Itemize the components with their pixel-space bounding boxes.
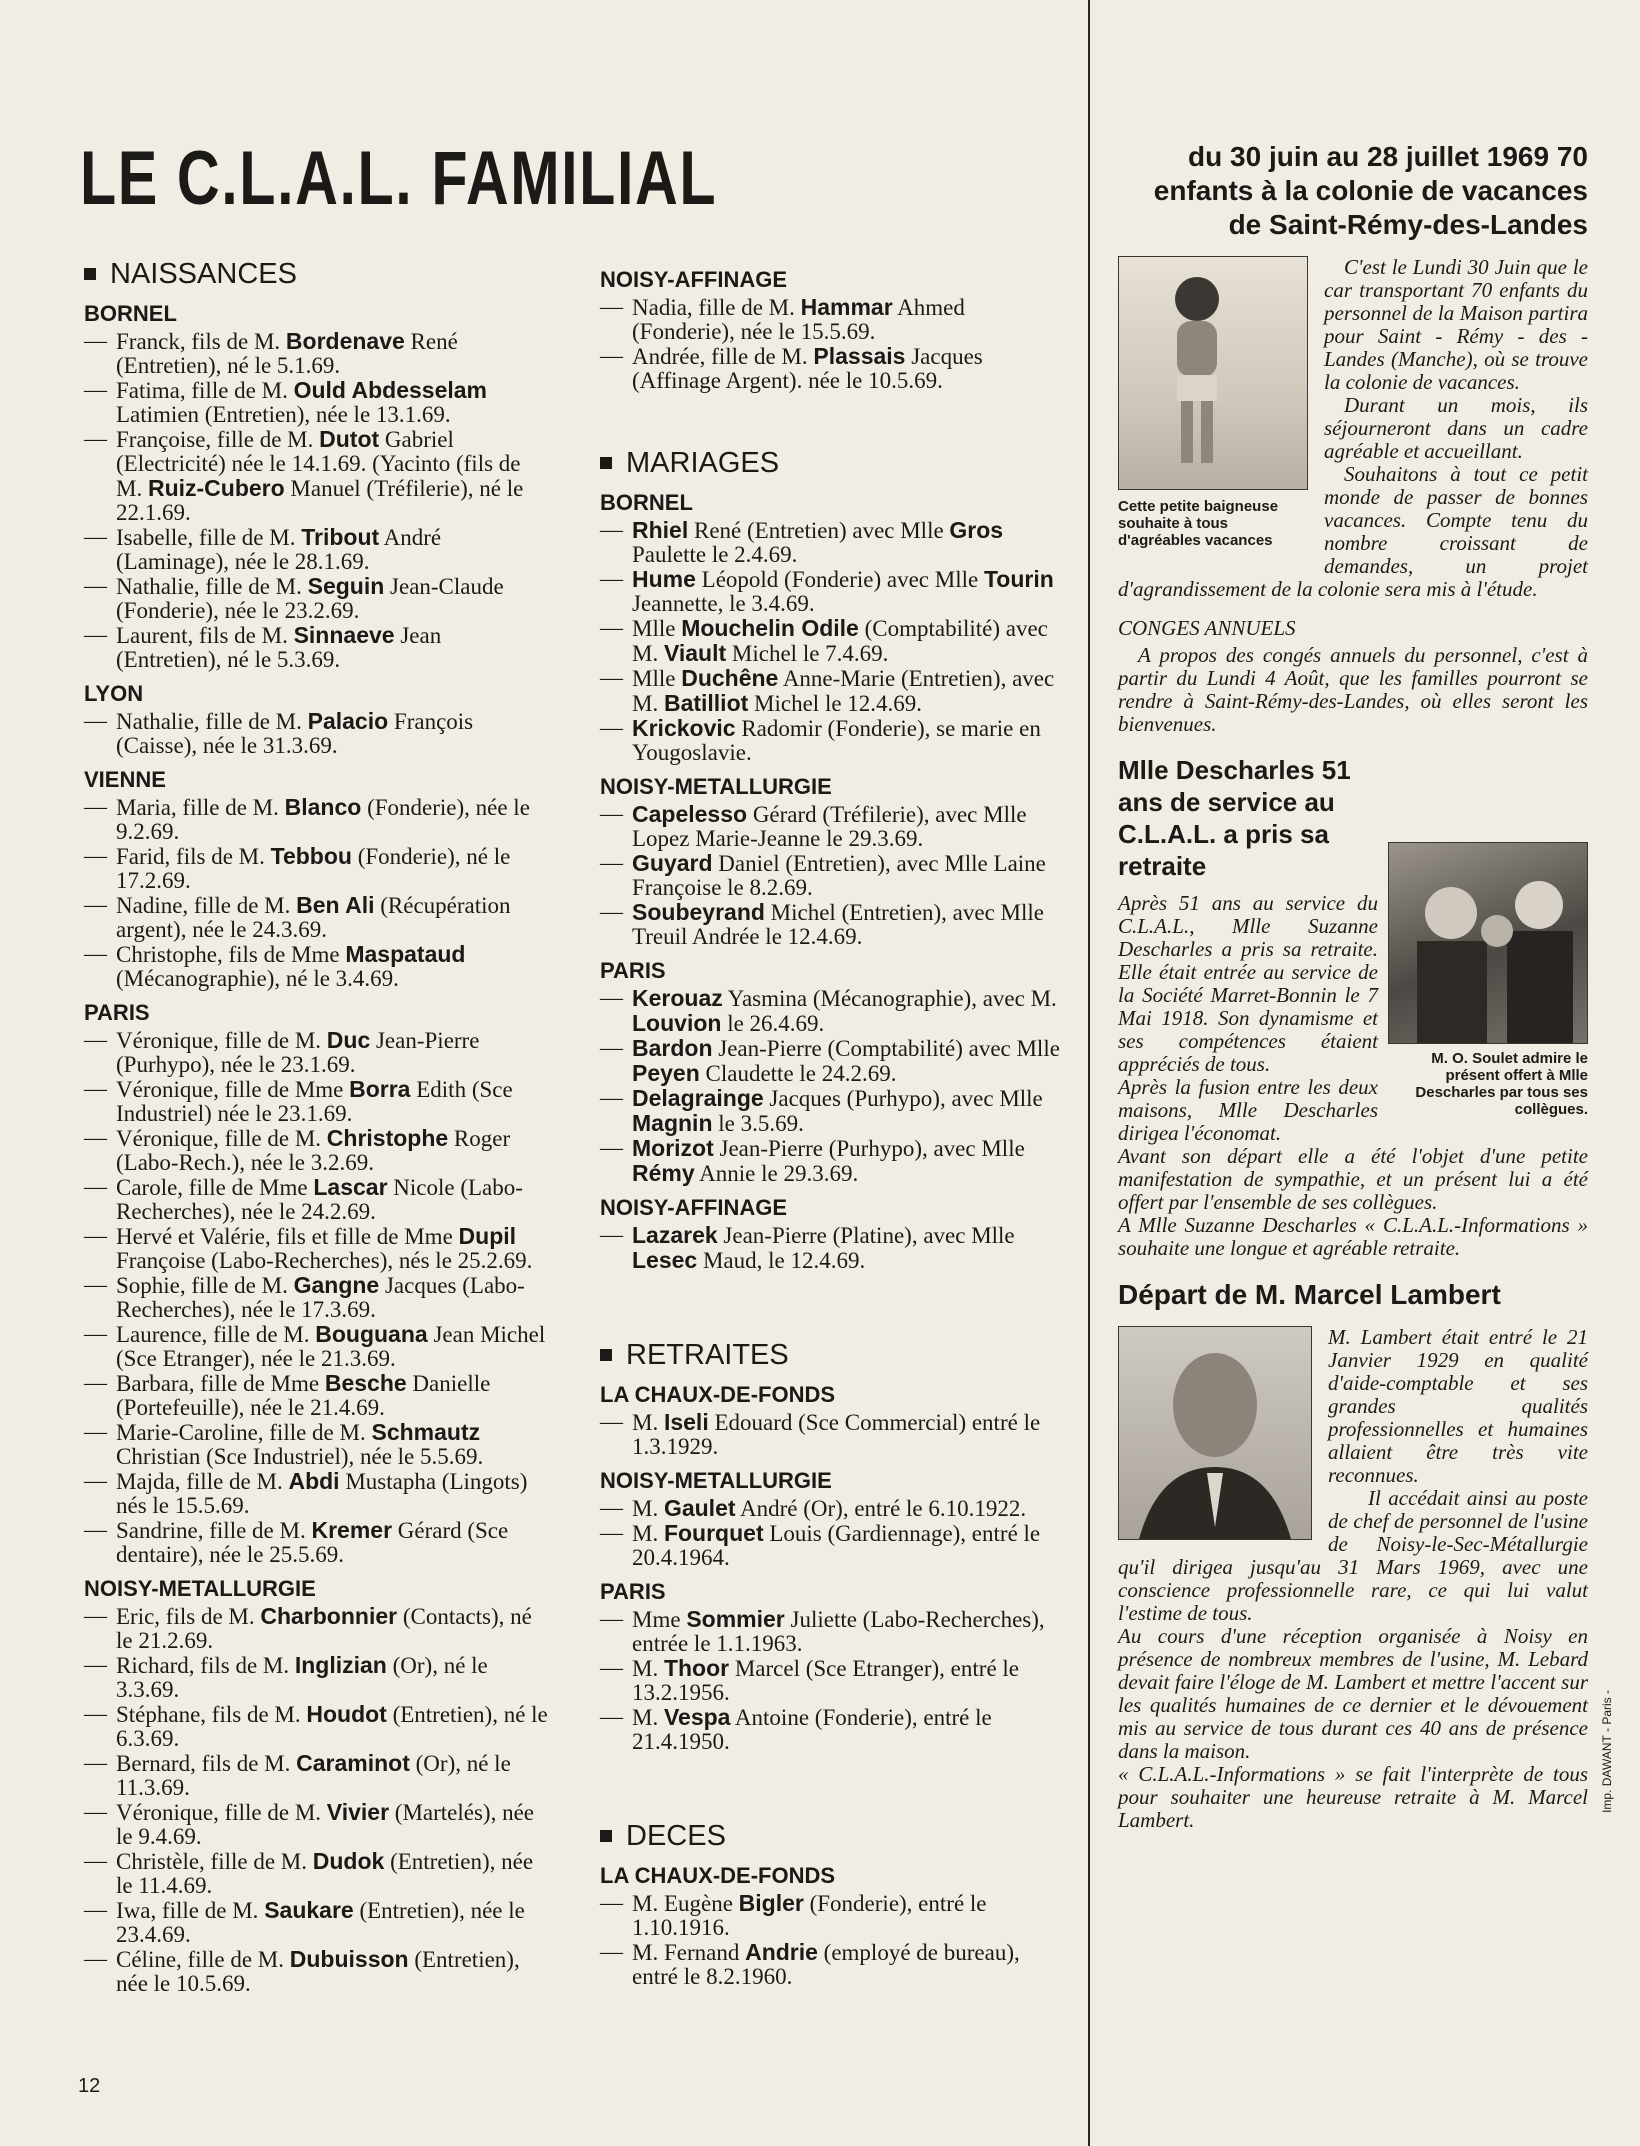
column-2 [600, 258, 1062, 1989]
place-heading: LA CHAUX-DE-FONDS [600, 1863, 836, 1888]
place-heading: LYON [84, 681, 144, 706]
place-heading: NOISY-METALLURGIE [600, 1468, 832, 1493]
list-item: — Hume Léopold (Fonderie) avec Mlle Tourin Jeannette, le 3.4.69. [600, 567, 1062, 616]
bullet-square-icon [600, 1830, 612, 1842]
list-item: — Carole, fille de Mme Lascar Nicole (Labo-Recherches), née le 24.2.69. [84, 1175, 552, 1224]
naissances-list-continued [600, 268, 1062, 393]
list-item: — Nathalie, fille de M. Seguin Jean-Claude (Fonderie), née le 23.2.69. [84, 574, 552, 623]
list-item: — Véronique, fille de M. Vivier (Martelés), née le 9.4.69. [84, 1800, 552, 1849]
conges-text: A propos des congés annuels du personnel, c'est à partir du Lundi 4 Août, que les familles pourront se rendre à Saint-Rémy-des-Landes, où elles seront les bienvenues. [1118, 643, 1588, 736]
place-heading: PARIS [600, 1579, 666, 1604]
colonie-text-1: C'est le Lundi 30 Juin que le car transportant 70 enfants du personnel de la Maison partira pour Saint - Rémy - des - Landes (Manche), où se trouve la colonie de vacances. [1324, 255, 1588, 394]
bullet-square-icon [600, 457, 612, 469]
list-item: — Françoise, fille de M. Dutot Gabriel (Electricité) née le 14.1.69. (Yacinto (fils de M. Ruiz-Cubero Manuel (Tréfilerie), né le 22.1.69. [84, 427, 552, 525]
list-item: — Andrée, fille de M. Plassais Jacques (Affinage Argent). née le 10.5.69. [600, 344, 1062, 393]
place-heading: LA CHAUX-DE-FONDS [600, 1382, 836, 1407]
article-colonie [1118, 140, 1588, 736]
descharles-text-3: Avant son départ elle a été l'objet d'une petite manifestation de sympathie, et un présent lui a été offert par l'ensemble de ses collègues. [1118, 1144, 1588, 1214]
colonie-text-2: Durant un mois, ils séjourneront dans un cadre agréable et accueillant. [1324, 393, 1588, 463]
conges-title: CONGES ANNUELS [1118, 616, 1296, 640]
list-item: — Maria, fille de M. Blanco (Fonderie), née le 9.2.69. [84, 795, 552, 844]
list-item: — Mlle Mouchelin Odile (Comptabilité) avec M. Viault Michel le 7.4.69. [600, 616, 1062, 666]
page-number: 12 [78, 2075, 101, 2097]
list-item: — Eric, fils de M. Charbonnier (Contacts), né le 21.2.69. [84, 1604, 552, 1653]
column-3 [1118, 140, 1588, 1832]
list-item: — Céline, fille de M. Dubuisson (Entretien), née le 10.5.69. [84, 1947, 552, 1996]
section-heading-retraites: RETRAITES [600, 1343, 1062, 1367]
list-item: — Christèle, fille de M. Dudok (Entretien), née le 11.4.69. [84, 1849, 552, 1898]
descharles-heading: Mlle Descharles 51 ans de service au C.L.A.L. a pris sa retraite [1118, 755, 1351, 881]
list-item: — Nathalie, fille de M. Palacio François (Caisse), née le 31.3.69. [84, 709, 552, 758]
list-item: — Laurence, fille de M. Bouguana Jean Michel (Sce Etranger), née le 21.3.69. [84, 1322, 552, 1371]
section-heading-naissances: NAISSANCES [84, 262, 552, 286]
descharles-text-1: Après 51 ans au service du C.L.A.L., Mlle Suzanne Descharles a pris sa retraite. Elle était entrée au service de la Société Marret-Bonnin le 7 Mai 1918. Son dynamisme et ses compétences étaient appréciés de tous. [1118, 891, 1378, 1076]
list-item: — M. Eugène Bigler (Fonderie), entré le 1.10.1916. [600, 1891, 1062, 1940]
list-item: — Christophe, fils de Mme Maspataud (Mécanographie), né le 3.4.69. [84, 942, 552, 991]
list-item: — Morizot Jean-Pierre (Purhypo), avec Mlle Rémy Annie le 29.3.69. [600, 1136, 1062, 1186]
list-item: — Mme Sommier Juliette (Labo-Recherches), entrée le 1.1.1963. [600, 1607, 1062, 1656]
list-item: — M. Iseli Edouard (Sce Commercial) entré le 1.3.1929. [600, 1410, 1062, 1459]
list-item: — Fatima, fille de M. Ould Abdesselam Latimien (Entretien), née le 13.1.69. [84, 378, 552, 427]
colonie-text-3: Souhaitons à tout ce petit monde de passer de bonnes vacances. Compte tenu du nombre croissant de demandes, un projet d'agrandissement de la colonie sera mis à l'étude. [1118, 462, 1588, 601]
colonie-heading: du 30 juin au 28 juillet 1969 70 enfants à la colonie de vacances de Saint-Rémy-des-Landes [1153, 141, 1588, 240]
list-item: — Véronique, fille de M. Duc Jean-Pierre (Purhypo), née le 23.1.69. [84, 1028, 552, 1077]
section-heading-deces: DECES [600, 1824, 1062, 1848]
list-item: — Isabelle, fille de M. Tribout André (Laminage), née le 28.1.69. [84, 525, 552, 574]
list-item: — Guyard Daniel (Entretien), avec Mlle Laine Françoise le 8.2.69. [600, 851, 1062, 900]
bullet-square-icon [84, 268, 96, 280]
list-item: — Richard, fils de M. Inglizian (Or), né le 3.3.69. [84, 1653, 552, 1702]
lambert-portrait [1118, 1326, 1312, 1540]
list-item: — Nadia, fille de M. Hammar Ahmed (Fonderie), née le 15.5.69. [600, 295, 1062, 344]
mariages-list [600, 491, 1062, 1273]
list-item: — Krickovic Radomir (Fonderie), se marie en Yougoslavie. [600, 716, 1062, 765]
place-heading: NOISY-AFFINAGE [600, 1195, 788, 1220]
list-item: — Majda, fille de M. Abdi Mustapha (Lingots) nés le 15.5.69. [84, 1469, 552, 1518]
list-item: — Laurent, fils de M. Sinnaeve Jean (Entretien), né le 5.3.69. [84, 623, 552, 672]
list-item: — Rhiel René (Entretien) avec Mlle Gros Paulette le 2.4.69. [600, 518, 1062, 567]
list-item: — Mlle Duchêne Anne-Marie (Entretien), avec M. Batilliot Michel le 12.4.69. [600, 666, 1062, 716]
place-heading: PARIS [84, 1000, 150, 1025]
list-item: — M. Vespa Antoine (Fonderie), entré le 21.4.1950. [600, 1705, 1062, 1754]
page-title: LE C.L.A.L. FAMILIAL [80, 136, 718, 221]
list-item: — Véronique, fille de M. Christophe Roger (Labo-Rech.), née le 3.2.69. [84, 1126, 552, 1175]
list-item: — Soubeyrand Michel (Entretien), avec Mlle Treuil Andrée le 12.4.69. [600, 900, 1062, 949]
list-item: — Farid, fils de M. Tebbou (Fonderie), né le 17.2.69. [84, 844, 552, 893]
column-1 [84, 258, 552, 1996]
list-item: — M. Gaulet André (Or), entré le 6.10.1922. [600, 1496, 1062, 1521]
lambert-text-2: Il accédait ainsi au poste de chef de personnel de l'usine de Noisy-le-Sec-Métallurgie qu'il dirigea jusqu'au 31 Mars 1969, avec une conscience professionnelle rare, ce qui lui valut l'estime de tous. [1118, 1486, 1588, 1625]
list-item: — Bardon Jean-Pierre (Comptabilité) avec Mlle Peyen Claudette le 24.2.69. [600, 1036, 1062, 1086]
descharles-photo-caption: M. O. Soulet admire le présent offert à Mlle Descharles par tous ses collègues. [1415, 1050, 1588, 1118]
place-heading: NOISY-METALLURGIE [84, 1576, 316, 1601]
section-heading-mariages: MARIAGES [600, 451, 1062, 475]
naissances-list [84, 302, 552, 1996]
bullet-square-icon [600, 1349, 612, 1361]
printer-imprint: Imp. DAWANT - Paris - [1600, 1690, 1614, 1813]
child-photo-caption: Cette petite baigneuse souhaite à tous d'agréables vacances [1118, 498, 1279, 549]
column-divider [1088, 0, 1090, 2146]
list-item: — Delagrainge Jacques (Purhypo), avec Mlle Magnin le 3.5.69. [600, 1086, 1062, 1136]
list-item: — Iwa, fille de M. Saukare (Entretien), née le 23.4.69. [84, 1898, 552, 1947]
list-item: — Nadine, fille de M. Ben Ali (Récupération argent), née le 24.3.69. [84, 893, 552, 942]
list-item: — M. Thoor Marcel (Sce Etranger), entré le 13.2.1956. [600, 1656, 1062, 1705]
deces-list [600, 1864, 1062, 1989]
article-descharles [1118, 754, 1588, 1260]
child-figure-icon [1119, 257, 1307, 489]
child-photo [1118, 256, 1308, 490]
place-heading: NOISY-AFFINAGE [600, 267, 788, 292]
list-item: — Kerouaz Yasmina (Mécanographie), avec M. Louvion le 26.4.69. [600, 986, 1062, 1036]
lambert-text-1: M. Lambert était entré le 21 Janvier 1929 en qualité d'aide-comptable et ses grandes qualités professionnelles et humaines allaient être très vite reconnues. [1328, 1325, 1588, 1487]
lambert-heading: Départ de M. Marcel Lambert [1118, 1279, 1501, 1310]
list-item: — Sandrine, fille de M. Kremer Gérard (Sce dentaire), née le 25.5.69. [84, 1518, 552, 1567]
place-heading: BORNEL [600, 490, 693, 515]
place-heading: PARIS [600, 958, 666, 983]
list-item: — M. Fernand Andrie (employé de bureau), entré le 8.2.1960. [600, 1940, 1062, 1989]
list-item: — Sophie, fille de M. Gangne Jacques (Labo-Recherches), née le 17.3.69. [84, 1273, 552, 1322]
list-item: — Capelesso Gérard (Tréfilerie), avec Mlle Lopez Marie-Jeanne le 29.3.69. [600, 802, 1062, 851]
list-item: — Marie-Caroline, fille de M. Schmautz Christian (Sce Industriel), née le 5.5.69. [84, 1420, 552, 1469]
place-heading: BORNEL [84, 301, 177, 326]
list-item: — Lazarek Jean-Pierre (Platine), avec Mlle Lesec Maud, le 12.4.69. [600, 1223, 1062, 1273]
people-photo-icon [1389, 843, 1587, 1043]
retraites-list [600, 1383, 1062, 1754]
descharles-photo [1388, 842, 1588, 1044]
list-item: — M. Fourquet Louis (Gardiennage), entré le 20.4.1964. [600, 1521, 1062, 1570]
list-item: — Stéphane, fils de M. Houdot (Entretien), né le 6.3.69. [84, 1702, 552, 1751]
descharles-text-2: Après la fusion entre les deux maisons, Mlle Descharles dirigea l'économat. [1118, 1075, 1378, 1145]
portrait-icon [1119, 1327, 1311, 1539]
place-heading: NOISY-METALLURGIE [600, 774, 832, 799]
place-heading: VIENNE [84, 767, 166, 792]
descharles-text-4: A Mlle Suzanne Descharles « C.L.A.L.-Informations » souhaite une longue et agréable retraite. [1118, 1213, 1588, 1260]
list-item: — Barbara, fille de Mme Besche Danielle (Portefeuille), née le 21.4.69. [84, 1371, 552, 1420]
list-item: — Franck, fils de M. Bordenave René (Entretien), né le 5.1.69. [84, 329, 552, 378]
list-item: — Bernard, fils de M. Caraminot (Or), né le 11.3.69. [84, 1751, 552, 1800]
list-item: — Hervé et Valérie, fils et fille de Mme Dupil Françoise (Labo-Recherches), nés le 25.2.69. [84, 1224, 552, 1273]
lambert-text-3: Au cours d'une réception organisée à Noisy en présence de nombreux membres de l'usine, M. Lebard devait faire l'éloge de M. Lambert et mettre l'accent sur les qualités humaines de ce dernier et le dévouement mis au service de tous durant ces 40 ans de présence dans la maison. [1118, 1624, 1588, 1763]
article-lambert [1118, 1278, 1588, 1832]
list-item: — Véronique, fille de Mme Borra Edith (Sce Industriel) née le 23.1.69. [84, 1077, 552, 1126]
lambert-text-4: « C.L.A.L.-Informations » se fait l'interprète de tous pour souhaiter une heureuse retraite à M. Marcel Lambert. [1118, 1762, 1588, 1832]
